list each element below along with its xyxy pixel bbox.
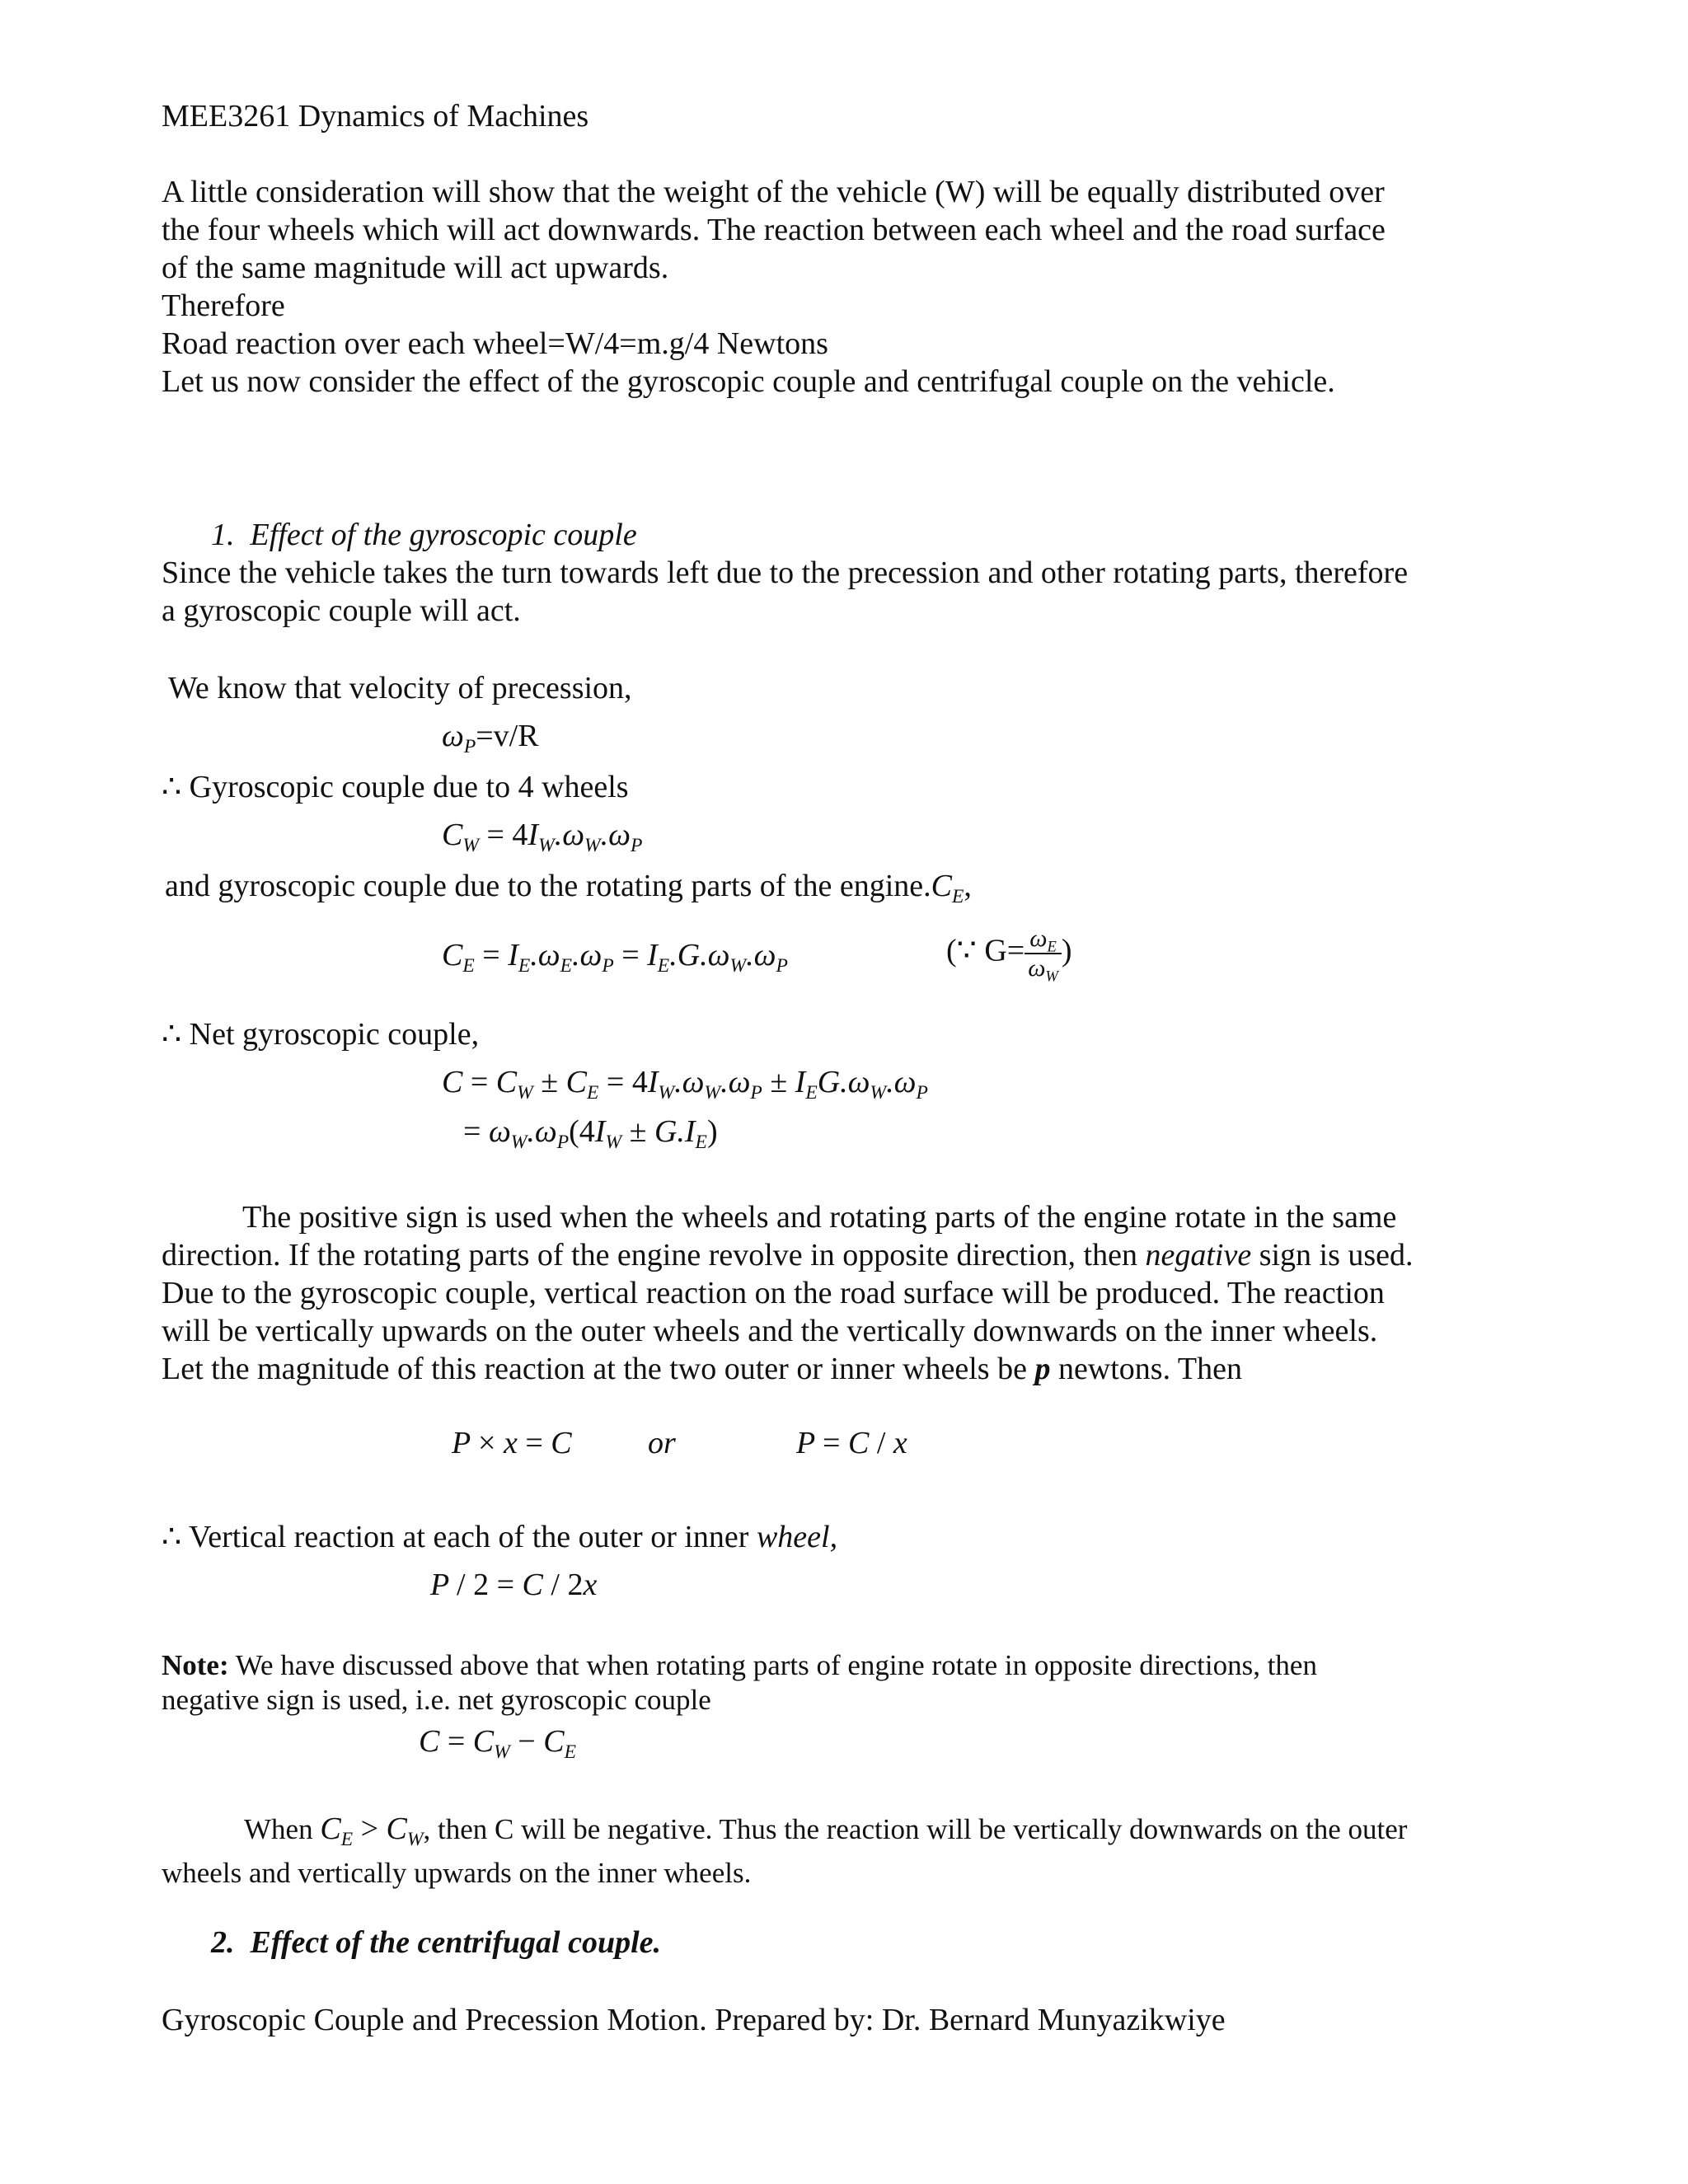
- paragraph-line-5: [162, 1350, 1242, 1388]
- paragraph-line-2: [162, 1236, 1414, 1274]
- engine-couple-label: and gyroscopic couple due to the rotating parts of the engine.: [165, 869, 931, 903]
- when-label: When: [244, 1813, 321, 1845]
- note-label: Note:: [162, 1649, 229, 1681]
- negative-word: negative: [1145, 1238, 1252, 1272]
- because-label: (∵ G=: [946, 933, 1025, 968]
- section-2-title: Effect of the centrifugal couple.: [250, 1925, 662, 1960]
- when-line-1: When $C_E > C_W$, then C will be negative. Thus the reaction will be vertically downwards on the outer: [244, 1811, 1408, 1851]
- velocity-text: We know that velocity of precession,: [168, 671, 632, 705]
- when-line-2: wheels and vertically upwards on the inner wheels.: [162, 1857, 752, 1889]
- net-couple-equation-2: = $\omega_W.\omega_P(4I_W \pm G.I_E)$: [463, 1114, 718, 1154]
- when-text: , then C will be negative. Thus the reaction will be vertically downwards on the outer: [423, 1813, 1408, 1845]
- engine-couple-text: and gyroscopic couple due to the rotating parts of the $engine.C_E$,: [165, 869, 972, 908]
- wheel-couple-equation: $C_W = 4I_W.\omega_W.\omega_P$: [442, 818, 643, 857]
- section-1-line-2: a gyroscopic couple will act.: [162, 593, 521, 628]
- intro-line-1: A little consideration will show that the weight of the vehicle (W) will be equally distributed over: [162, 175, 1385, 209]
- intro-line-5: Road reaction over each wheel=W/4=m.g/4 Newtons: [162, 326, 828, 361]
- course-header: MEE3261 Dynamics of Machines: [162, 99, 589, 134]
- intro-line-6: Let us now consider the effect of the gyroscopic couple and centrifugal couple on the vehicle.: [162, 364, 1335, 399]
- section-2-heading: [211, 1924, 661, 1961]
- net-couple-equation-1: $C = C_W \pm C_E = 4I_W.\omega_W.\omega_P \pm I_EG.\omega_W.\omega_P$: [442, 1065, 928, 1104]
- note-text-1: We have discussed above that when rotating parts of engine rotate in opposite directions, then: [228, 1649, 1317, 1681]
- section-1-heading: [211, 516, 637, 554]
- p-symbol: p: [1034, 1352, 1051, 1386]
- paragraph-line-3: Due to the gyroscopic couple, vertical reaction on the road surface will be produced. The reaction: [162, 1276, 1385, 1310]
- engine-couple-equation: $C_E = I_E.\omega_E.\omega_P = I_E.G.\omega_W.\omega_P$: [442, 938, 788, 977]
- section-1-title: Effect of the gyroscopic couple: [250, 518, 637, 552]
- reaction-equation-1: P × x = C: [452, 1426, 572, 1460]
- wheel-couple-text: ∴ Gyroscopic couple due to 4 wheels: [162, 770, 629, 804]
- gear-ratio-fraction: $\frac{\omega_E}{\omega_W}$: [1025, 925, 1062, 982]
- paragraph-line-2-c: sign is used.: [1251, 1238, 1414, 1272]
- paragraph-line-4: will be vertically upwards on the outer wheels and the vertically downwards on the inner wheels.: [162, 1314, 1378, 1348]
- paragraph-line-1: The positive sign is used when the wheels and rotating parts of the engine rotate in the same: [242, 1200, 1397, 1235]
- vertical-reaction-label: ∴ Vertical reaction at each of the outer or inner: [162, 1520, 757, 1554]
- intro-line-2: the four wheels which will act downwards. The reaction between each wheel and the road surface: [162, 213, 1386, 247]
- section-1-line-1: Since the vehicle takes the turn towards left due to the precession and other rotating parts, therefore: [162, 555, 1409, 590]
- paragraph-line-5-c: newtons. Then: [1050, 1352, 1242, 1386]
- page-footer: Gyroscopic Couple and Precession Motion. Prepared by: Dr. Bernard Munyazikwiye: [162, 2003, 1226, 2037]
- section-1-number: 1.: [211, 518, 235, 552]
- net-couple-text: ∴ Net gyroscopic couple,: [162, 1017, 480, 1052]
- vertical-reaction-text: [162, 1518, 837, 1556]
- wheel-word: wheel,: [756, 1520, 838, 1554]
- note-line-1: [162, 1648, 1317, 1683]
- intro-line-3: of the same magnitude will act upwards.: [162, 251, 669, 285]
- or-word: or: [648, 1426, 676, 1460]
- gear-ratio-note: (∵ G= $\frac{\omega_E}{\omega_W}$ ): [946, 925, 1072, 986]
- opposite-couple-equation: $C = C_W - C_E$: [419, 1724, 576, 1764]
- section-2-number: 2.: [211, 1925, 235, 1960]
- vertical-reaction-equation: P / 2 = C / 2x: [430, 1568, 598, 1602]
- velocity-equation: $\omega_P=v/R$: [442, 719, 539, 758]
- velocity-equation-rhs: =v/R: [476, 719, 539, 753]
- intro-line-4: Therefore: [162, 288, 285, 323]
- paragraph-line-2-a: direction. If the rotating parts of the engine revolve in opposite direction, then: [162, 1238, 1146, 1272]
- paragraph-line-5-a: Let the magnitude of this reaction at the two outer or inner wheels be: [162, 1352, 1035, 1386]
- note-line-2: negative sign is used, i.e. net gyroscopic couple: [162, 1684, 711, 1716]
- reaction-equation-2: P = C / x: [796, 1426, 907, 1460]
